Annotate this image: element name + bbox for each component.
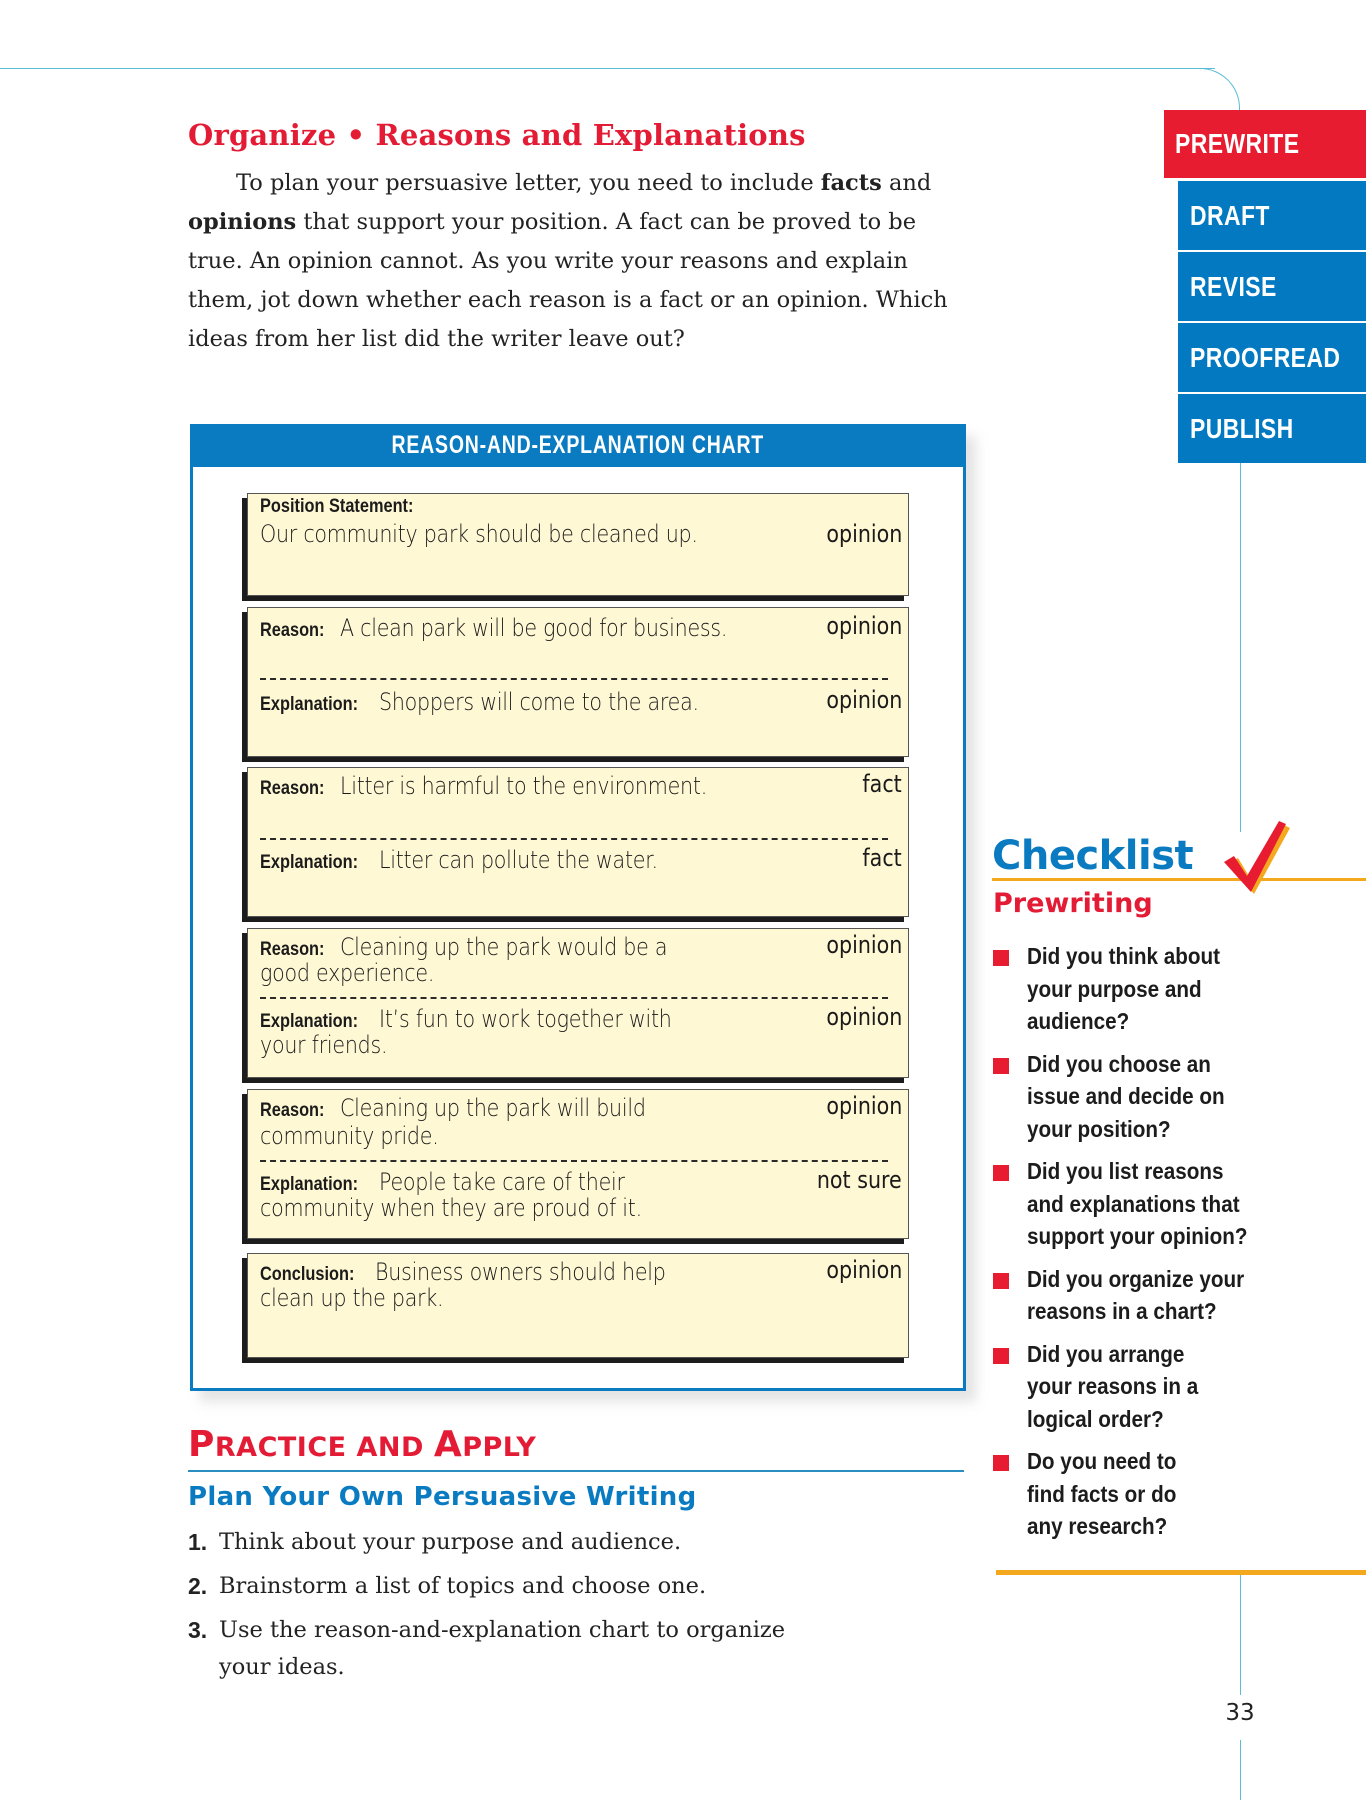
explanation-label: Explanation:	[260, 1011, 359, 1032]
page-number: 33	[1225, 1700, 1255, 1726]
margin-rule-lower	[1240, 1575, 1241, 1695]
reason-text: Litter is harmful to the environment.	[340, 772, 708, 800]
tab-proofread[interactable]	[1178, 323, 1366, 392]
step-text: Use the reason-and-explanation chart to organize your ideas.	[219, 1617, 786, 1680]
chart-title: REASON-AND-EXPLANATION CHART	[391, 431, 765, 459]
reason-text: Cleaning up the park would be a	[340, 933, 668, 961]
checklist-bottom-rule	[996, 1570, 1366, 1575]
dashed-divider	[260, 838, 888, 840]
margin-rule-upper	[1240, 462, 1241, 832]
checklist-item-text: Did you arrange your reasons in a logical order?	[1027, 1340, 1199, 1432]
reason-box-2	[247, 767, 909, 917]
checklist-item-text: Did you think about your purpose and audience?	[1027, 943, 1221, 1034]
step-item	[188, 1524, 968, 1561]
heading-cap-a: A	[433, 1424, 463, 1465]
checkbox-square-icon[interactable]	[993, 1165, 1009, 1181]
chart-title-bar	[190, 424, 966, 467]
tab-revise[interactable]	[1178, 252, 1366, 321]
reason-box-3	[247, 928, 909, 1078]
intro-text-1: To plan your persuasive letter, you need to include	[236, 170, 821, 196]
practice-rule	[188, 1470, 964, 1472]
reason-label: Reason:	[260, 620, 325, 641]
step-text: Brainstorm a list of topics and choose one.	[219, 1573, 707, 1599]
explanation-text: It’s fun to work together with	[379, 1005, 672, 1033]
reason-label: Reason:	[260, 778, 325, 799]
reason-type: opinion	[826, 612, 902, 640]
reason-type: opinion	[826, 1092, 902, 1120]
practice-steps	[188, 1524, 968, 1693]
tab-publish[interactable]	[1178, 394, 1366, 463]
checklist-item[interactable]	[993, 1048, 1267, 1146]
reason-type: opinion	[826, 931, 902, 959]
intro-text-2: and	[881, 170, 932, 196]
checklist-item-text: Did you choose an issue and decide on your position?	[1027, 1050, 1225, 1142]
explanation-label: Explanation:	[260, 694, 359, 715]
checklist-item-text: Did you list reasons and explanations that support your opinion?	[1027, 1158, 1248, 1249]
checklist-item[interactable]	[993, 940, 1257, 1038]
checklist-items	[993, 940, 1293, 1553]
checklist-item[interactable]	[993, 1155, 1297, 1253]
dashed-divider	[260, 678, 888, 680]
reason-label: Reason:	[260, 1100, 325, 1121]
position-statement-box	[247, 493, 909, 596]
step-number: 1.	[188, 1529, 208, 1555]
checklist-subtitle: Prewriting	[993, 888, 1153, 919]
intro-paragraph	[188, 164, 968, 359]
tab-label: REVISE	[1190, 270, 1277, 302]
dashed-divider	[260, 997, 888, 999]
tab-label: DRAFT	[1190, 199, 1270, 231]
heading-small-caps-1: RACTICE AND	[214, 1432, 434, 1463]
reason-box-1	[247, 607, 909, 757]
reason-label: Reason:	[260, 939, 325, 960]
explanation-text-cont: your friends.	[260, 1031, 388, 1059]
checkbox-square-icon[interactable]	[993, 1348, 1009, 1364]
step-item	[188, 1568, 968, 1605]
tab-draft[interactable]	[1178, 181, 1366, 250]
reason-text: A clean park will be good for business.	[340, 614, 728, 642]
plan-subheading: Plan Your Own Persuasive Writing	[188, 1482, 697, 1512]
practice-apply-heading	[188, 1424, 536, 1465]
explanation-text: People take care of their	[379, 1168, 625, 1196]
tab-label: PREWRITE	[1175, 128, 1300, 159]
checklist-item[interactable]	[993, 1338, 1227, 1436]
reason-text-cont: community pride.	[260, 1122, 439, 1150]
margin-rule-bottom	[1240, 1740, 1241, 1800]
reason-box-4	[247, 1089, 909, 1239]
reason-type: fact	[862, 770, 902, 798]
checkbox-square-icon[interactable]	[993, 1273, 1009, 1289]
explanation-type: not sure	[817, 1166, 902, 1194]
intro-bold-opinions: opinions	[188, 209, 297, 235]
checkbox-square-icon[interactable]	[993, 1455, 1009, 1471]
conclusion-box	[247, 1253, 909, 1358]
explanation-type: opinion	[826, 1003, 902, 1031]
explanation-type: fact	[862, 844, 902, 872]
top-rule	[0, 68, 1215, 69]
checklist-title: Checklist	[992, 833, 1194, 879]
step-number: 3.	[188, 1617, 208, 1643]
checkmark-icon	[1222, 818, 1292, 896]
explanation-text-cont: community when they are proud of it.	[260, 1194, 642, 1222]
intro-bold-facts: facts	[820, 170, 882, 196]
conclusion-type: opinion	[826, 1256, 902, 1284]
explanation-text: Litter can pollute the water.	[379, 846, 658, 874]
explanation-text: Shoppers will come to the area.	[379, 688, 699, 716]
explanation-label: Explanation:	[260, 1174, 359, 1195]
position-type: opinion	[826, 520, 902, 548]
checklist-rule	[992, 878, 1366, 881]
explanation-label: Explanation:	[260, 852, 359, 873]
checkbox-square-icon[interactable]	[993, 1058, 1009, 1074]
intro-text-3: that support your position. A fact can be proved to be true. An opinion cannot. As you write your reasons and explain them, jot down whether each reason is a fact or an opinion. Which ideas from her list did the writer leave out?	[188, 209, 948, 352]
heading-cap-p: P	[188, 1424, 215, 1465]
dashed-divider	[260, 1160, 888, 1162]
step-number: 2.	[188, 1573, 208, 1599]
section-title: Organize • Reasons and Explanations	[188, 118, 806, 152]
tab-label: PUBLISH	[1190, 412, 1294, 444]
heading-small-caps-2: PPLY	[462, 1432, 537, 1463]
conclusion-label: Conclusion:	[260, 1264, 355, 1285]
top-rule-corner	[1190, 68, 1240, 112]
step-item	[188, 1612, 829, 1686]
reason-text-cont: good experience.	[260, 959, 435, 987]
position-label: Position Statement:	[260, 496, 414, 517]
checklist-item[interactable]	[993, 1263, 1297, 1328]
position-text: Our community park should be cleaned up.	[260, 520, 698, 548]
reason-text: Cleaning up the park will build	[340, 1094, 646, 1122]
checklist-item[interactable]	[993, 1445, 1217, 1543]
step-text: Think about your purpose and audience.	[219, 1529, 682, 1555]
checkbox-square-icon[interactable]	[993, 950, 1009, 966]
tab-prewrite[interactable]	[1164, 110, 1366, 178]
conclusion-text-cont: clean up the park.	[260, 1284, 444, 1312]
tab-label: PROOFREAD	[1190, 341, 1341, 373]
checklist-item-text: Do you need to find facts or do any research?	[1027, 1448, 1177, 1539]
checklist-item-text: Did you organize your reasons in a chart?	[1027, 1265, 1245, 1324]
explanation-type: opinion	[826, 686, 902, 714]
conclusion-text: Business owners should help	[374, 1258, 666, 1286]
